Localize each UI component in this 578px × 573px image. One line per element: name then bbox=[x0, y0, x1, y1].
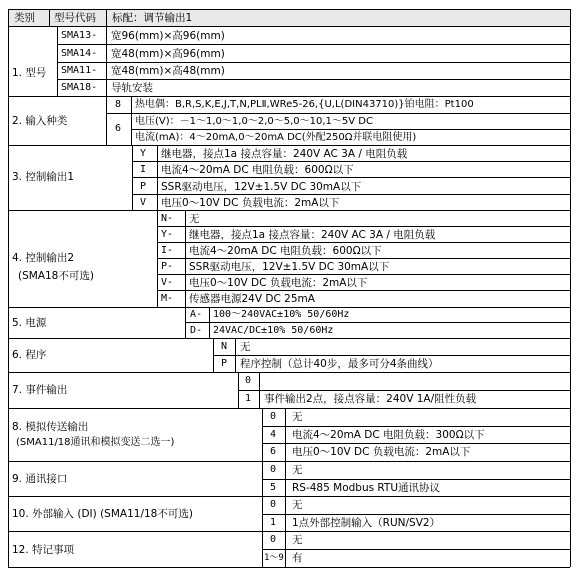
control2-desc: SSR驱动电压，12V±1.5V DC 30mA以下 bbox=[189, 261, 390, 273]
event-code: 1 bbox=[245, 393, 252, 404]
control2-desc: 继电器，接点1a 接点容量：240V AC 3A / 电阻负载 bbox=[189, 229, 436, 241]
category-input: 2. 输入种类 bbox=[12, 115, 68, 127]
analog-desc: 无 bbox=[292, 411, 303, 423]
control1-code: Y bbox=[140, 148, 147, 159]
control2-code: M- bbox=[161, 293, 174, 304]
category-comm: 9. 通讯接口 bbox=[12, 473, 68, 485]
special-desc: 有 bbox=[292, 552, 303, 564]
comm-desc: RS-485 Modbus RTU通讯协议 bbox=[292, 482, 441, 494]
control2-desc: 电压0～10V DC 负载电流：2mA以下 bbox=[189, 277, 368, 289]
di-desc: 无 bbox=[292, 499, 303, 511]
input-code: 6 bbox=[115, 123, 122, 134]
di-desc: 1点外部控制输入（RUN/SV2） bbox=[292, 517, 441, 529]
analog-code: 6 bbox=[270, 446, 277, 457]
category-analog-output: 8. 模拟传送输出 bbox=[12, 421, 89, 433]
model-desc: 宽48(mm)×高96(mm) bbox=[111, 48, 225, 60]
control2-code: P- bbox=[161, 261, 174, 272]
category-control-output-2: 4. 控制输出2 bbox=[12, 252, 75, 264]
comm-code: 0 bbox=[270, 464, 277, 475]
header-model-code: 型号代码 bbox=[54, 12, 96, 24]
model-desc: 导轨安装 bbox=[111, 82, 153, 94]
control1-desc: 继电器，接点1a 接点容量：240V AC 3A / 电阻负载 bbox=[161, 148, 408, 160]
comm-desc: 无 bbox=[292, 464, 303, 476]
event-desc: 事件输出2点，接点容量：240V 1A/阻性负载 bbox=[264, 393, 477, 405]
model-desc: 宽96(mm)×高96(mm) bbox=[111, 30, 225, 42]
category-event-output: 7. 事件输出 bbox=[12, 384, 68, 396]
category-model: 1. 型号 bbox=[12, 67, 47, 79]
di-code: 1 bbox=[270, 517, 277, 528]
program-desc: 无 bbox=[240, 341, 251, 353]
control2-code: V- bbox=[161, 277, 174, 288]
control2-desc: 电流4～20mA DC 电阻负载：600Ω以下 bbox=[189, 245, 382, 257]
power-code: D- bbox=[190, 325, 203, 336]
control1-code: P bbox=[140, 181, 147, 192]
input-desc: 电压(V)：－1～1,0～1,0～2,0～5,0～10,1～5V DC bbox=[135, 116, 373, 127]
special-code: 0 bbox=[270, 534, 277, 545]
control1-code: V bbox=[140, 197, 147, 208]
control2-desc: 传感器电源24V DC 25mA bbox=[189, 293, 315, 305]
program-code: N bbox=[221, 341, 228, 352]
analog-note: (SMA11/18通讯和模拟变送二选一) bbox=[16, 437, 175, 448]
analog-code: 0 bbox=[270, 411, 277, 422]
category-control-output-1: 3. 控制输出1 bbox=[12, 171, 75, 183]
special-code: 1～9 bbox=[264, 553, 284, 563]
power-desc: 24VAC/DC±10% 50/60Hz bbox=[213, 325, 334, 336]
event-code: 0 bbox=[245, 375, 252, 386]
control1-code: I bbox=[140, 164, 147, 175]
program-code: P bbox=[221, 358, 228, 369]
input-desc: 热电偶：B,R,S,K,E,J,T,N,PLⅡ,WRe5-26,{U,L(DIN43710)}铂电阻：Pt100 bbox=[135, 99, 474, 110]
category-special: 12. 特记事项 bbox=[12, 544, 75, 556]
model-desc: 宽48(mm)×高48(mm) bbox=[111, 65, 225, 77]
control1-desc: 电压0～10V DC 负载电流：2mA以下 bbox=[161, 197, 340, 209]
category-power: 5. 电源 bbox=[12, 317, 47, 329]
comm-code: 5 bbox=[270, 482, 277, 493]
model-code: SMA18- bbox=[61, 82, 98, 93]
model-code: SMA13- bbox=[61, 30, 98, 41]
control2-desc: 无 bbox=[189, 213, 200, 225]
analog-desc: 电压0～10V DC 负载电流：2mA以下 bbox=[292, 446, 471, 458]
category-external-input: 10. 外部输入 (DI) (SMA11/18不可选) bbox=[12, 508, 193, 520]
control1-desc: SSR驱动电压，12V±1.5V DC 30mA以下 bbox=[161, 181, 362, 193]
analog-code: 4 bbox=[270, 429, 277, 440]
control2-code: N- bbox=[161, 213, 174, 224]
control2-code: Y- bbox=[161, 229, 174, 240]
input-desc: 电流(mA)：4～20mA,0～20mA DC(外配250Ω并联电阻使用) bbox=[135, 132, 417, 143]
control1-desc: 电流4～20mA DC 电阻负载：600Ω以下 bbox=[161, 164, 354, 176]
special-desc: 无 bbox=[292, 534, 303, 546]
program-desc: 程序控制（总计40步，最多可分4条曲线） bbox=[240, 358, 439, 370]
control2-code: I- bbox=[161, 245, 174, 256]
header-category: 类别 bbox=[14, 12, 35, 24]
input-code: 8 bbox=[115, 99, 122, 110]
model-code: SMA11- bbox=[61, 65, 98, 76]
di-code: 0 bbox=[270, 499, 277, 510]
power-code: A- bbox=[190, 309, 203, 320]
analog-desc: 电流4～20mA DC 电阻负载：300Ω以下 bbox=[292, 429, 485, 441]
header-standard: 标配：调节输出1 bbox=[112, 12, 193, 24]
model-code: SMA14- bbox=[61, 48, 98, 59]
category-program: 6. 程序 bbox=[12, 349, 47, 361]
power-desc: 100～240VAC±10% 50/60Hz bbox=[213, 309, 350, 320]
control2-note: (SMA18不可选) bbox=[18, 270, 94, 282]
